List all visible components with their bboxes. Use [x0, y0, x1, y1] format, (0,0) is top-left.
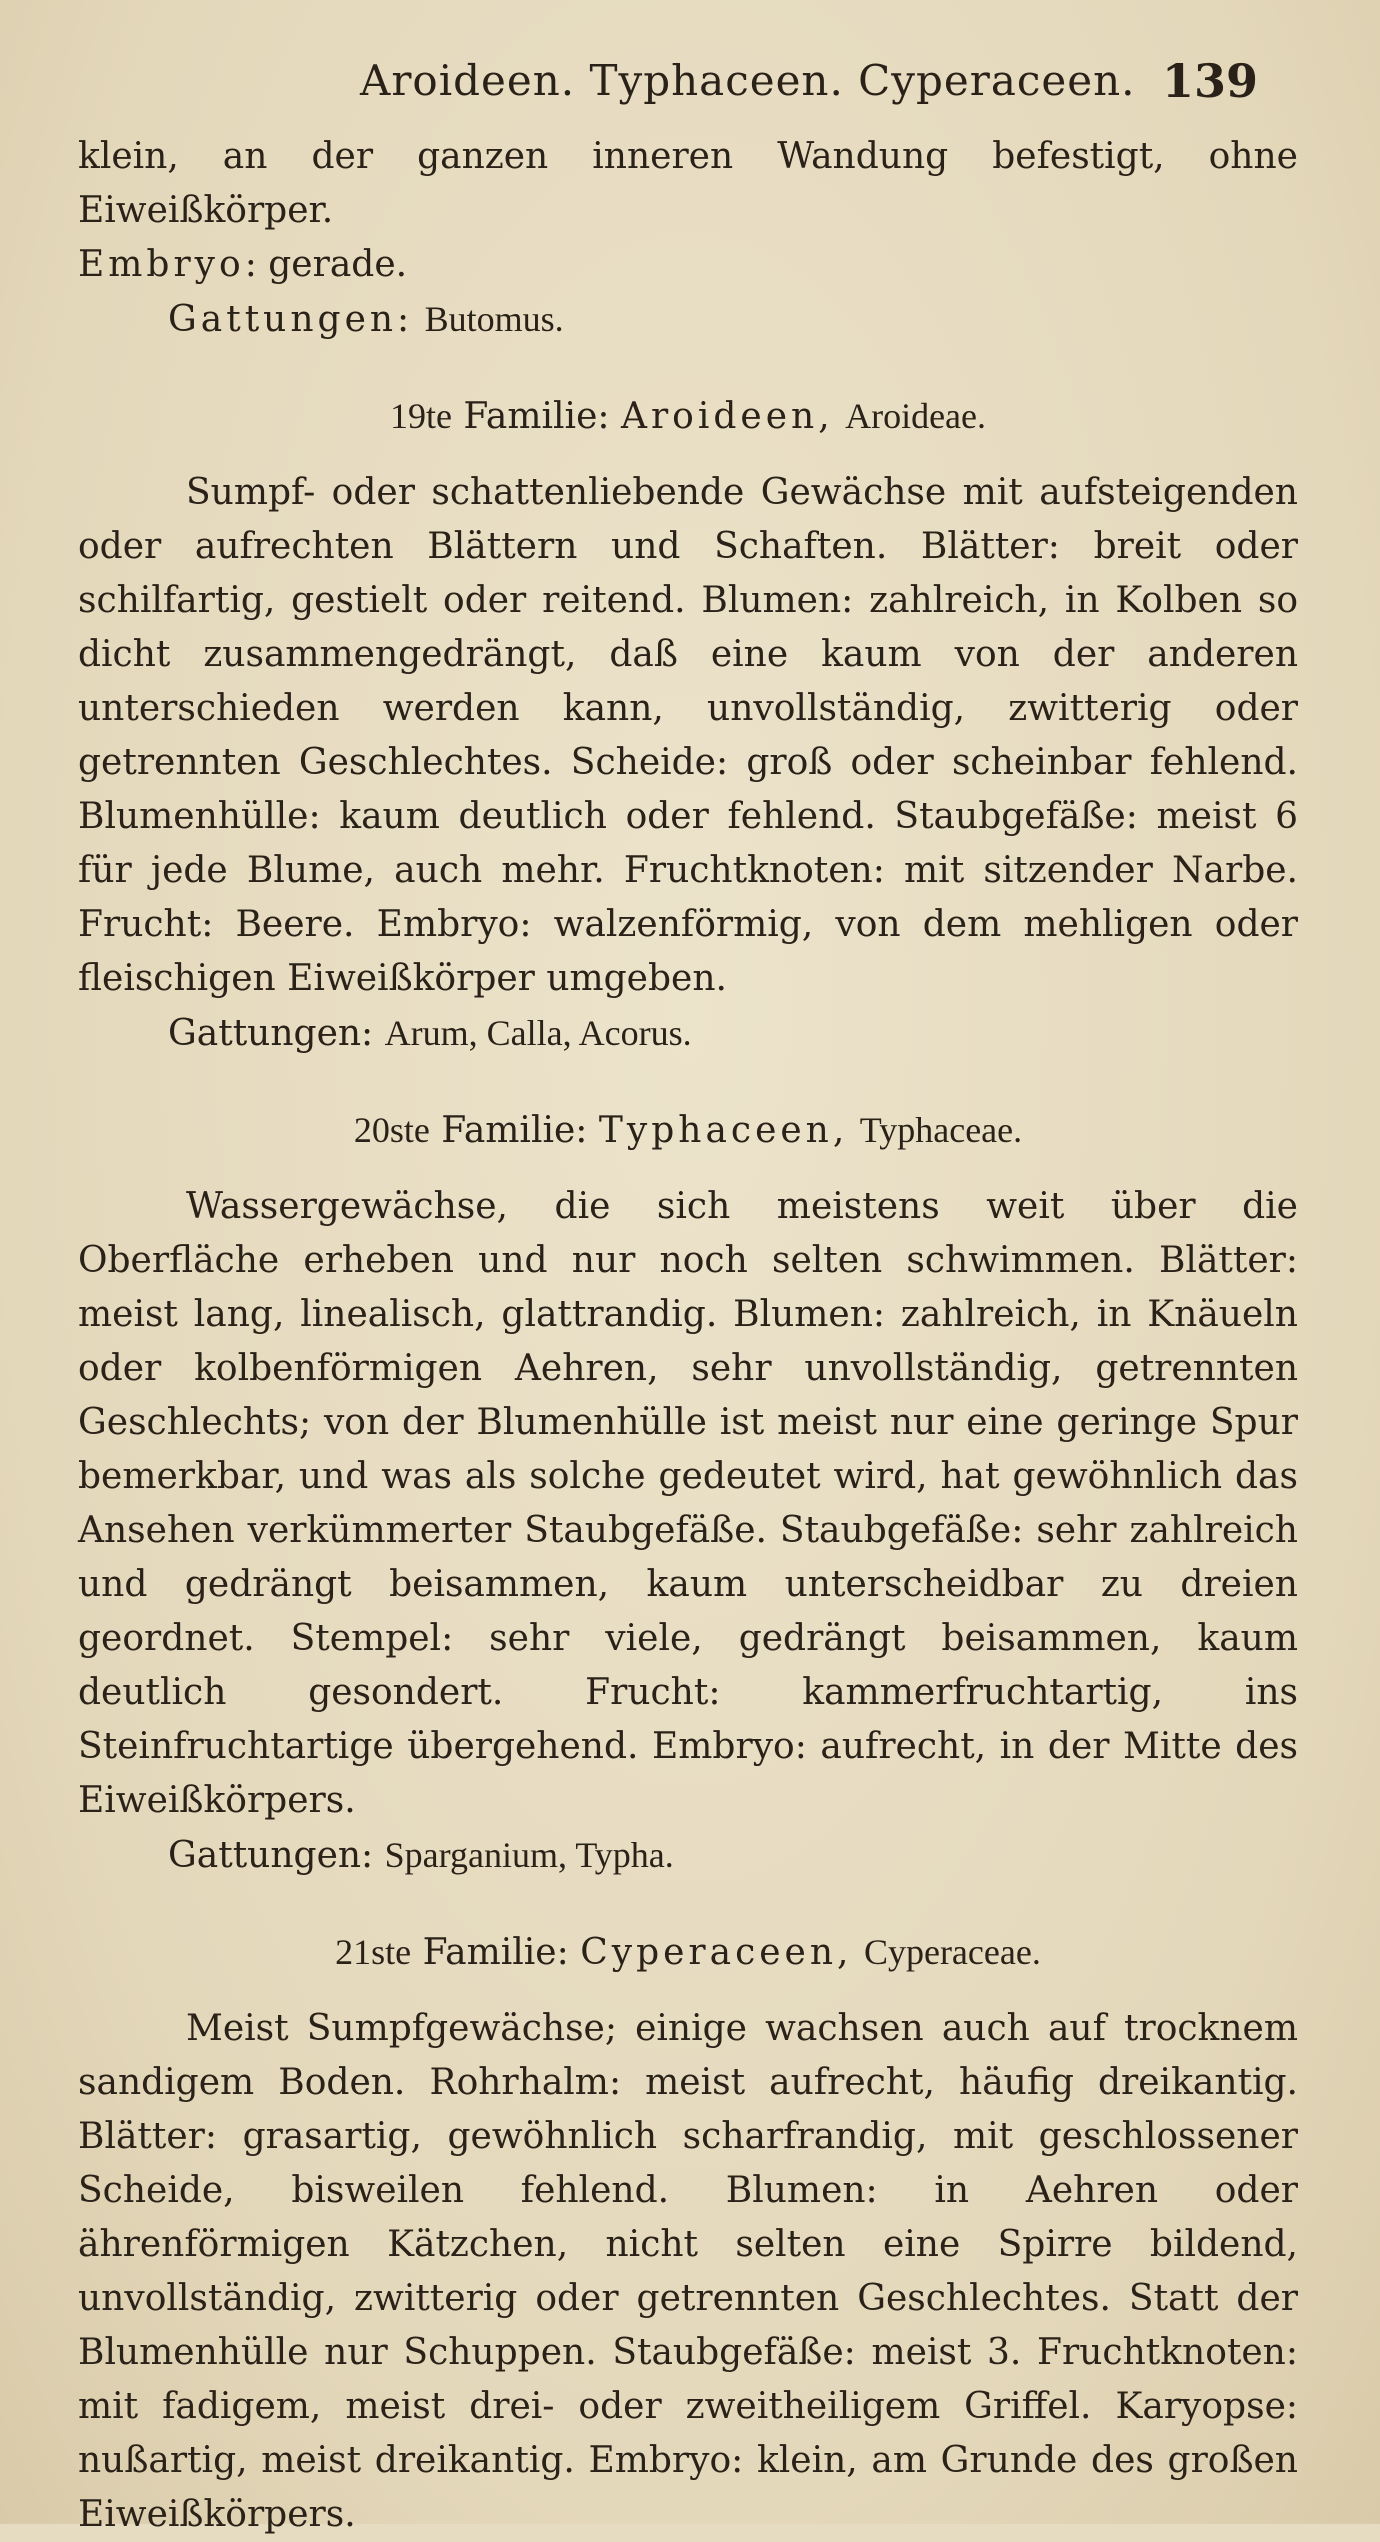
genera-names: Arum, Calla, Acorus. [384, 1013, 692, 1053]
family-latin-name: Cyperaceae. [863, 1932, 1041, 1972]
genera-names: Sparganium, Typha. [384, 1835, 674, 1875]
family-german-name: Aroideen, [620, 396, 834, 437]
family-german-name: Cyperaceen, [580, 1932, 853, 1973]
page-number: 139 [1161, 54, 1258, 108]
family-heading-19 [78, 389, 1298, 444]
genera-line [78, 292, 1298, 347]
genera-line-19 [78, 1006, 1298, 1061]
family-description-21: Meist Sumpfgewächse; einige wachsen auch auf trocknem sandigem Boden. Rohrhalm: meist aufrecht, häufig dreikantig. Blätter: grasartig, gewöhnlich scharfrandig, mit geschlossener Scheide, bisweilen fehlend. Blumen: in Aehren oder ährenförmigen Kätzchen, nicht selten eine Spirre bildend, unvollständig, zwitterig oder getrennten Geschlechtes. Statt der Blumenhülle nur Schuppen. Staubgefäße: meist 3. Fruchtknoten: mit fadigem, meist drei- oder zweitheiligem Griffel. Karyopse: nußartig, meist dreikantig. Embryo: klein, am Grunde des großen Eiweißkörpers. [78, 2008, 1298, 2535]
embryo-text: : gerade. [244, 244, 408, 285]
page-content [78, 130, 1298, 2542]
intro-line: klein, an der ganzen inneren Wandung befestigt, ohne Eiweißkörper. [78, 136, 1298, 231]
family-heading-20 [78, 1103, 1298, 1158]
family-heading-21 [78, 1925, 1298, 1980]
family-label: Familie: [422, 1932, 569, 1973]
family-german-name: Typhaceen, [598, 1110, 849, 1151]
family-number: 21ste [335, 1932, 412, 1972]
running-head: Aroideen. Typhaceen. Cyperaceen. [360, 56, 1136, 105]
family-latin-name: Aroideae. [845, 396, 987, 436]
family-number: 19te [389, 396, 452, 436]
page-header [0, 48, 1380, 128]
family-label: Familie: [463, 396, 610, 437]
embryo-term: Embryo [78, 244, 245, 285]
intro-text [78, 130, 1298, 292]
family-description-19: Sumpf- oder schattenliebende Gewächse mit aufsteigenden oder aufrechten Blättern und Schaften. Blätter: breit oder schilfartig, gestielt oder reitend. Blumen: zahlreich, in Kolben so dicht zusammengedrängt, daß eine kaum von der anderen unterschieden werden kann, unvollständig, zwitterig oder getrennten Geschlechtes. Scheide: groß oder scheinbar fehlend. Blumenhülle: kaum deutlich oder fehlend. Staubgefäße: meist 6 für jede Blume, auch mehr. Fruchtknoten: mit sitzender Narbe. Frucht: Beere. Embryo: walzenförmig, von dem mehligen oder fleischigen Eiweißkörper umgeben. [78, 472, 1298, 999]
genera-names: Butomus. [424, 299, 564, 339]
family-description-20: Wassergewächse, die sich meistens weit über die Oberfläche erheben und nur noch selten schwimmen. Blätter: meist lang, linealisch, glattrandig. Blumen: zahlreich, in Knäueln oder kolbenförmigen Aehren, sehr unvollständig, getrennten Geschlechts; von der Blumenhülle ist meist nur eine geringe Spur bemerkbar, und was als solche gedeutet wird, hat gewöhnlich das Ansehen verkümmerter Staubgefäße. Staubgefäße: sehr zahlreich und gedrängt beisammen, kaum unterscheidbar zu dreien geordnet. Stempel: sehr viele, gedrängt beisammen, kaum deutlich gesondert. Frucht: kammerfruchtartig, ins Steinfruchtartige übergehend. Embryo: aufrecht, in der Mitte des Eiweißkörpers. [78, 1186, 1298, 1821]
family-latin-name: Typhaceae. [859, 1110, 1023, 1150]
genera-label: Gattungen: [168, 299, 414, 340]
family-label: Familie: [441, 1110, 588, 1151]
genera-label: Gattungen: [168, 1835, 374, 1876]
genera-label: Gattungen: [168, 1013, 374, 1054]
family-number: 20ste [353, 1110, 430, 1150]
genera-line-20 [78, 1828, 1298, 1883]
